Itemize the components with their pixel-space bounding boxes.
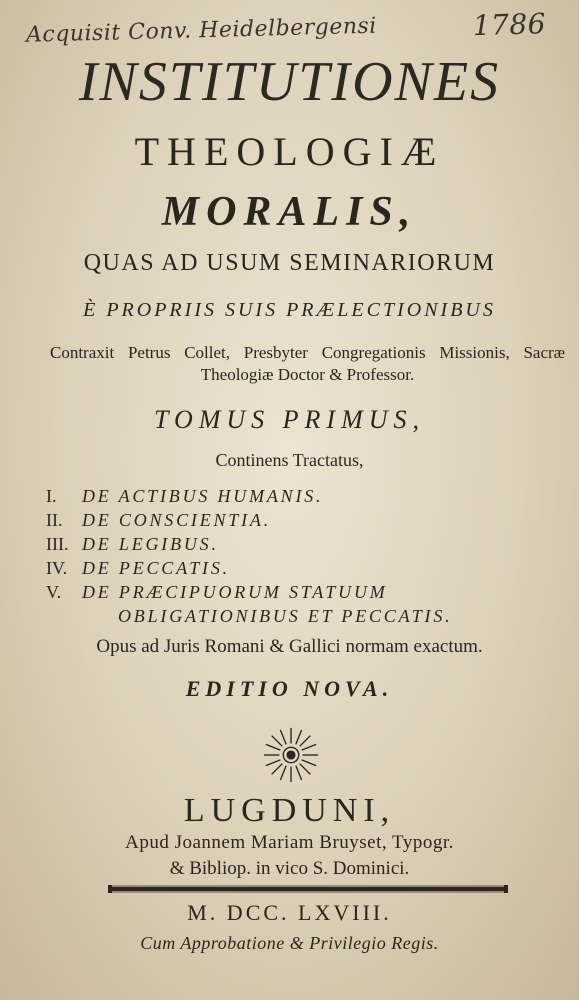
edition-label: EDITIO NOVA. — [185, 676, 394, 701]
list-item: IV. DE PECCATIS. — [46, 558, 230, 578]
list-item-continuation: OBLIGATIONIBUS ET PECCATIS. — [118, 606, 453, 626]
title-line-5: È PROPRIIS SUIS PRÆLECTIONIBUS — [83, 299, 496, 321]
inscription-year: 1786 — [472, 7, 547, 43]
imprint-year: M. DCC. LXVIII. — [187, 900, 392, 925]
tractatus-list — [46, 484, 566, 628]
decorative-rule — [108, 882, 508, 896]
list-item: III. DE LEGIBUS. — [46, 534, 219, 554]
approbation-line: Cum Approbatione & Privilegio Regis. — [140, 933, 439, 953]
contents-intro: Continens Tractatus, — [215, 450, 364, 470]
imprint-city: LUGDUNI, — [183, 792, 396, 829]
opus-statement: Opus ad Juris Romani & Gallici normam exactum. — [96, 636, 483, 657]
title-line-3: MORALIS, — [161, 189, 418, 235]
inscription-text: Acquisit Conv. Heidelbergensi — [25, 13, 378, 48]
title-line-1: INSTITUTIONES — [78, 51, 501, 113]
handwritten-inscription — [26, 9, 546, 48]
volume-label: TOMUS PRIMUS, — [153, 405, 426, 434]
printer-ornament-icon — [262, 726, 320, 784]
list-item: I. DE ACTIBUS HUMANIS. — [46, 486, 324, 506]
imprint-address: & Bibliop. in vico S. Dominici. — [169, 858, 410, 879]
imprint-publisher: Apud Joannem Mariam Bruyset, Typogr. — [125, 832, 454, 853]
title-line-2: THEOLOGIÆ — [134, 129, 445, 174]
list-item: V. DE PRÆCIPUORUM STATUUM — [46, 582, 388, 602]
list-item: II. DE CONSCIENTIA. — [46, 510, 272, 530]
title-line-4: QUAS AD USUM SEMINARIORUM — [83, 250, 496, 276]
author-statement: Contraxit Petrus Collet, Presbyter Congregationis Missionis, Sacræ Theologiæ Doctor & Professor. — [50, 343, 565, 384]
